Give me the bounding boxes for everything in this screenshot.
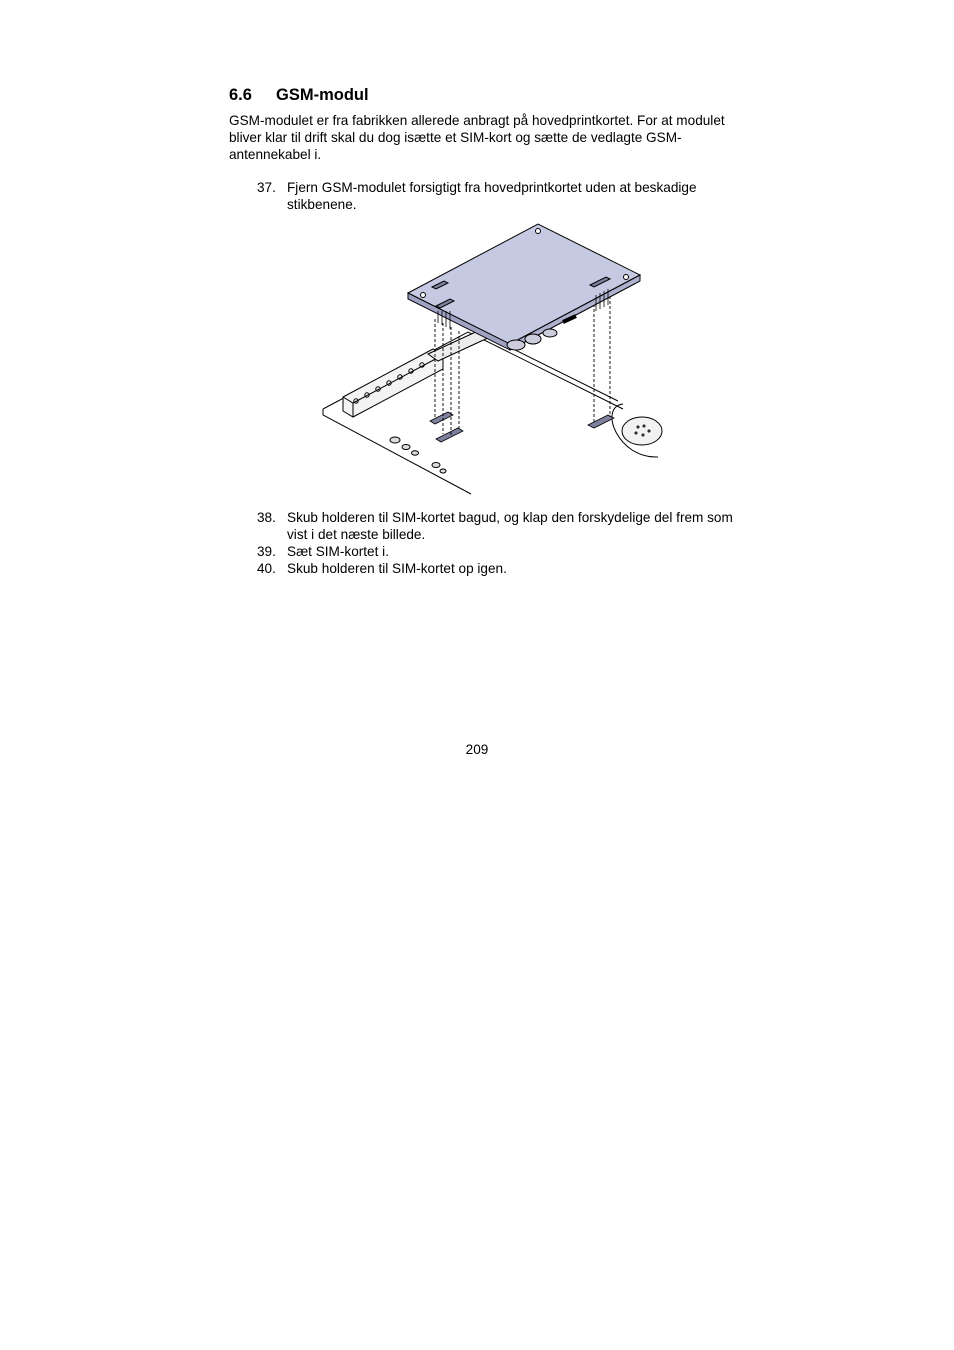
step-number: 40. <box>257 561 276 576</box>
step-text: Skub holderen til SIM-kortet op igen. <box>287 561 507 576</box>
step-text: Fjern GSM-modulet forsigtigt fra hovedprintkortet uden at beskadige stikbenene. <box>287 180 697 212</box>
list-item <box>257 560 747 577</box>
section-heading <box>229 86 369 105</box>
gsm-module-illustration <box>318 219 663 496</box>
section-number: 6.6 <box>229 86 252 104</box>
step-number: 38. <box>257 510 276 525</box>
list-item <box>257 543 747 560</box>
intro-paragraph: GSM-modulet er fra fabrikken allerede anbragt på hovedprintkortet. For at modulet bliver klar til drift skal du dog isætte et SIM-kort og sætte de vedlagte GSM-antennekabel i. <box>229 113 725 162</box>
step-text: Sæt SIM-kortet i. <box>287 544 389 559</box>
step-text: Skub holderen til SIM-kortet bagud, og klap den forskydelige del frem som vist i det næste billede. <box>287 510 733 542</box>
step-list-1 <box>257 179 747 213</box>
step-number: 39. <box>257 544 276 559</box>
list-item <box>257 509 747 543</box>
section-title: GSM-modul <box>276 86 369 104</box>
step-number: 37. <box>257 180 276 195</box>
page-number: 209 <box>465 742 489 757</box>
list-item <box>257 179 747 213</box>
step-list-2 <box>257 509 747 577</box>
